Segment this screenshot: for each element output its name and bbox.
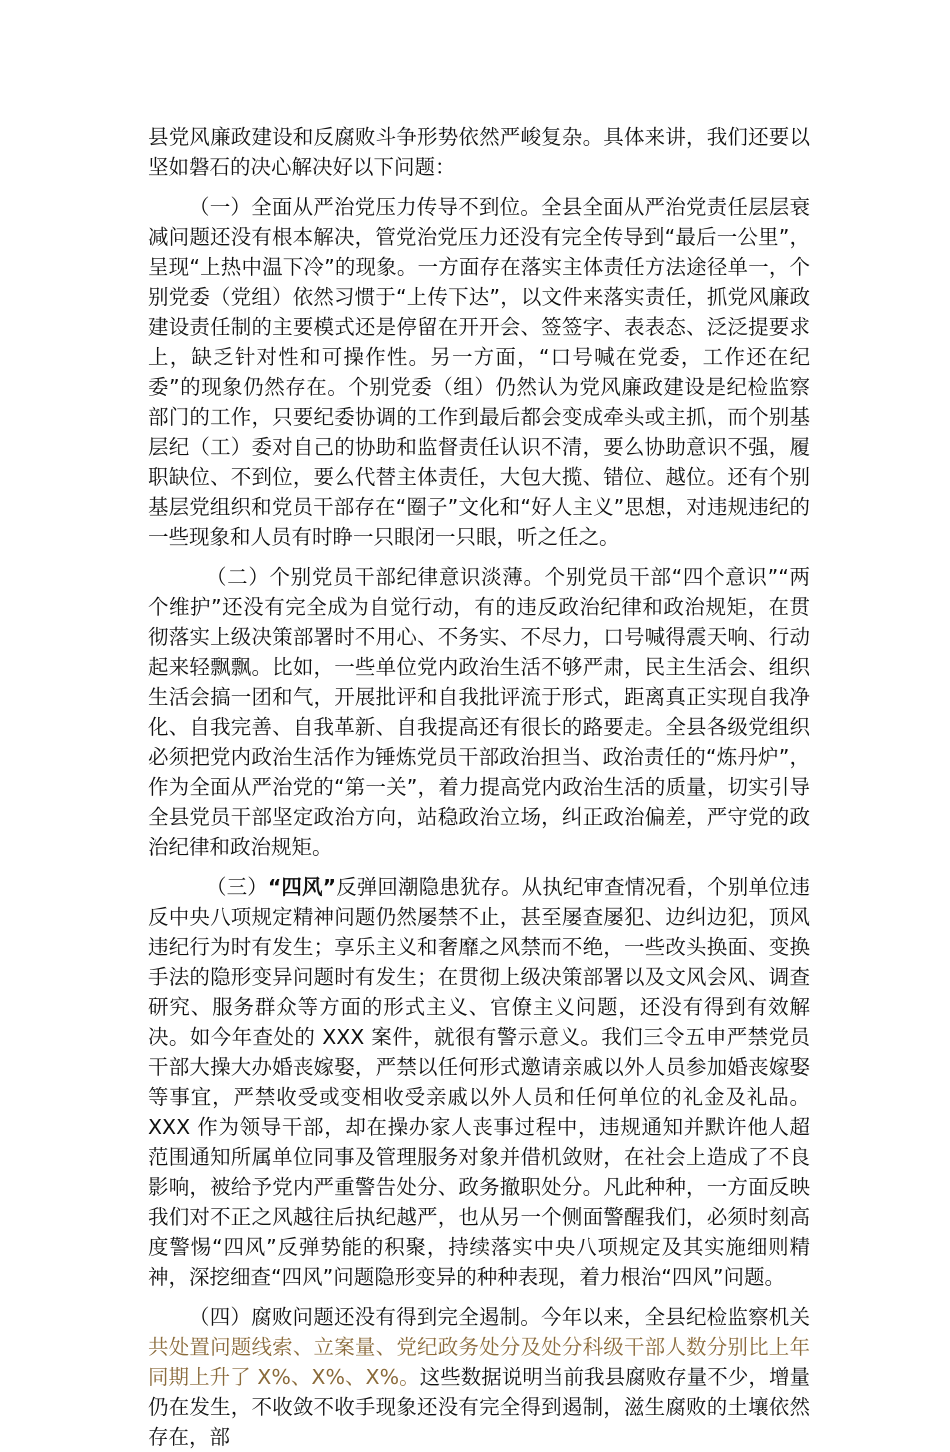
section-four-text: 这些数据说明当前我县腐败存量不少，增量仍在发生，不收敛不收手现象还没有完全得到遏制，滋生腐败的土壤依然存在，部 bbox=[148, 1365, 810, 1449]
section-four-paragraph bbox=[148, 1302, 810, 1452]
section-four-statistics: 共处置问题线索、立案量、党纪政务处分及处分科级干部人数分别比上年同期上升了 X%、X%、X%。 bbox=[148, 1335, 810, 1389]
section-four-lead: （四）腐败问题还没有得到完全遏制。今年以来，全县纪检监察机关 bbox=[189, 1305, 810, 1329]
section-three-number: （三） bbox=[206, 875, 268, 899]
section-three-text: 反弹回潮隐患犹存。从执纪审查情况看，个别单位违反中央八项规定精神问题仍然屡禁不止，甚至屡查屡犯、边纠边犯，顶风违纪行为时有发生；享乐主义和奢靡之风禁而不绝，一些改头换面、变换手法的隐形变异问题时有发生；在贯彻上级决策部署以及文风会风、调查研究、服务群众等方面的形式主义、官僚主义问题，还没有得到有效解决。如今年查处的 XXX 案件，就很有警示意义。我们三令五申严禁党员干部大操大办婚丧嫁娶，严禁以任何形式邀请亲戚以外人员参加婚丧嫁娶等事宜，严禁收受或变相收受亲戚以外人员和任何单位的礼金及礼品。XXX 作为领导干部，却在操办家人丧事过程中，违规通知并默许他人超范围通知所属单位同事及管理服务对象并借机敛财，在社会上造成了不良影响，被给予党内严重警告处分、政务撤职处分。凡此种种，一方面反映我们对不正之风越往后执纪越严，也从另一个侧面警醒我们，必须时刻高度警惕“四风”反弹势能的积聚，持续落实中央八项规定及其实施细则精神，深挖细查“四风”问题隐形变异的种种表现，着力根治“四风”问题。 bbox=[148, 875, 811, 1289]
section-two-paragraph: （二）个别党员干部纪律意识淡薄。个别党员干部“四个意识”“两个维护”还没有完全成为自觉行动，有的违反政治纪律和政治规矩，在贯彻落实上级决策部署时不用心、不务实、不尽力，口号喊得震天响、行动起来轻飘飘。比如，一些单位党内政治生活不够严肃，民主生活会、组织生活会搞一团和气，开展批评和自我批评流于形式，距离真正实现自我净化、自我完善、自我革新、自我提高还有很长的路要走。全县各级党组织必须把党内政治生活作为锤炼党员干部政治担当、政治责任的“炼丹炉”，作为全面从严治党的“第一关”，着力提高党内政治生活的质量，切实引导全县党员干部坚定政治方向，站稳政治立场，纠正政治偏差，严守党的政治纪律和政治规矩。 bbox=[148, 565, 810, 859]
intro-paragraph: 县党风廉政建设和反腐败斗争形势依然严峻复杂。具体来讲，我们还要以坚如磐石的决心解决好以下问题： bbox=[148, 125, 810, 179]
document-body bbox=[148, 122, 810, 1452]
section-three-paragraph bbox=[148, 872, 810, 1292]
section-three-keyword: “四风” bbox=[267, 875, 337, 899]
section-one-paragraph: （一）全面从严治党压力传导不到位。全县全面从严治党责任层层衰减问题还没有根本解决，管党治党压力还没有完全传导到“最后一公里”，呈现“上热中温下冷”的现象。一方面存在落实主体责任方法途径单一，个别党委（党组）依然习惯于“上传下达”，以文件来落实责任，抓党风廉政建设责任制的主要模式还是停留在开开会、签签字、表表态、泛泛提要求上，缺乏针对性和可操作性。另一方面，“口号喊在党委，工作还在纪委”的现象仍然存在。个别党委（组）仍然认为党风廉政建设是纪检监察部门的工作，只要纪委协调的工作到最后都会变成牵头或主抓，而个别基层纪（工）委对自己的协助和监督责任认识不清，要么协助意识不强，履职缺位、不到位，要么代替主体责任，大包大揽、错位、越位。还有个别基层党组织和党员干部存在“圈子”文化和“好人主义”思想，对违规违纪的一些现象和人员有时睁一只眼闭一只眼，听之任之。 bbox=[148, 195, 810, 549]
